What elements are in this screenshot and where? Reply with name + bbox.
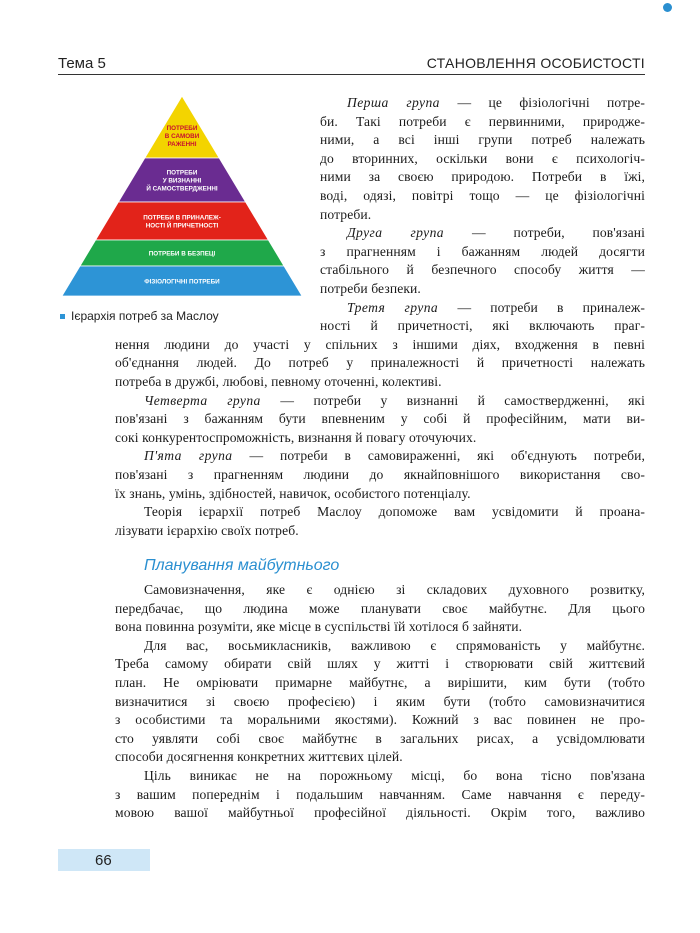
text-line-content: визначитися зі своєю професією) і яким бути (тобто самовизначитися (115, 693, 645, 709)
text-line-content: потреби. (320, 206, 372, 222)
text-line-content: Ціль виникає не на порожньому місці, бо вона тісно пов'язана (144, 768, 645, 783)
text-line-content: мовою вашої майбутньої професійної діяльності. Окрім того, важливо (115, 805, 645, 821)
text-line-content: сто уявляти собі своє майбутнє в загальних рисах, а усвідомлювати (115, 730, 645, 746)
text-line-content: — потреби, пов'язані (472, 225, 645, 241)
caption-marker-icon (60, 314, 65, 319)
text-line-content: ності й причетності, які включають праг- (320, 318, 645, 334)
pyramid-level-5-label: ФІЗІОЛОГІЧНІ ПОТРЕБИ (144, 278, 220, 286)
section-subheading: Планування майбутнього (144, 557, 340, 574)
text-line-content: — потреби у визнанні й самоствердженні, які (280, 392, 645, 408)
text-line-content: об'єднання людей. До потреб у приналежності й причетності належать (115, 355, 645, 371)
text-line-content: — це фізіологічні потре- (457, 95, 645, 110)
text-line (115, 522, 645, 541)
pyramid-level-2-label: ПОТРЕБИ (166, 169, 198, 177)
group-label: Четверта група (144, 392, 281, 408)
text-line-content: сокі конкурентоспроможність, визнання й повагу оточуючих. (115, 429, 477, 445)
text-line (320, 206, 645, 225)
logo-dot-icon (663, 3, 672, 12)
text-line-content: — потреби в самовираженні, які об'єднують потреби, (249, 448, 645, 464)
text-line (115, 600, 645, 619)
pyramid-level-1-label: В САМОВИ (164, 133, 200, 140)
text-line (115, 748, 645, 767)
text-line (320, 131, 645, 150)
text-line-content: вона повинна розуміти, яке місце в суспільстві їй хотілося б зайняти. (115, 619, 523, 635)
text-line-content: потреби безпеки. (320, 281, 421, 296)
text-line (347, 94, 645, 113)
text-line-content: воді, одязі, повітрі тощо — це фізіологічні (320, 188, 645, 203)
page-header (58, 52, 645, 75)
text-line (144, 581, 645, 600)
pyramid-level-1-label: ПОТРЕБИ (166, 125, 198, 132)
text-line-content: пов'язані з бажанням бути впевненим у собі й професійним, мати ви- (115, 411, 645, 427)
pyramid-level-3-label: ПОТРЕБИ В ПРИНАЛЕЖ- (143, 214, 221, 222)
text-line-content: передбачає, що людина може планувати своє майбутнє. Для цього (115, 600, 645, 616)
text-line-content: Треба самому обирати свій шлях у житті і створювати свій життєвий (115, 656, 645, 672)
group-label: Перша група (347, 95, 458, 110)
group-label: Третя група (347, 299, 458, 315)
text-line-content: — потреби в приналеж- (457, 299, 645, 315)
text-line (115, 730, 645, 749)
text-line (347, 299, 645, 318)
text-line (320, 243, 645, 262)
text-line-content: план. Не омріювати примарне майбутнє, а вирішити, ким бути (тобто (115, 675, 645, 690)
text-line (115, 354, 645, 373)
text-line (115, 693, 645, 712)
text-line (115, 336, 645, 355)
text-line-content: Самовизначення, яке є однією зі складових духовного розвитку, (144, 582, 645, 597)
text-line (115, 711, 645, 730)
text-line-content: лізувати ієрархію своїх потреб. (115, 522, 299, 538)
text-line (144, 637, 645, 656)
text-line-content: би. Такі потреби є первинними, природже- (320, 113, 645, 129)
text-line-content: з вашим попереднім і подальшим навчанням. Саме навчання є переду- (115, 786, 645, 802)
maslow-pyramid (62, 96, 302, 296)
pyramid-level-2-label: У ВИЗНАННІ (162, 177, 202, 185)
text-line (144, 767, 645, 786)
corner-logo (663, 3, 697, 13)
text-line-content: їх знань, умінь, здібностей, навичок, особистого потенціалу. (115, 485, 471, 501)
text-line (115, 786, 645, 805)
text-line-content: з прагненням і бажанням людей досягти (320, 243, 645, 259)
text-line (320, 317, 645, 336)
text-line (115, 373, 645, 392)
pyramid-level-2-label: Й САМОСТВЕРДЖЕННІ (146, 185, 218, 193)
text-line (115, 410, 645, 429)
text-line (347, 224, 645, 243)
text-line (320, 150, 645, 169)
pyramid-level-3-label: НОСТІ Й ПРИЧЕТНОСТІ (145, 222, 219, 230)
text-line-content: з особистими та моральними якостями). Кожний з вас повинен не про- (115, 712, 645, 728)
text-line (320, 261, 645, 280)
text-line-content: ними за своєю природою. Потреби в їжі, (320, 169, 645, 185)
text-line (115, 429, 645, 448)
text-line (115, 804, 645, 823)
text-line (115, 485, 645, 504)
text-line-content: пов'язані з прагненням людини до якнайповнішого використання сво- (115, 467, 645, 482)
text-line (144, 447, 645, 466)
text-line-content: способи досягнення конкретних життєвих цілей. (115, 749, 403, 765)
page-number: 66 (95, 852, 112, 869)
text-line-content: нення людини до участі у спільних з іншими діях, входження в певні (115, 336, 645, 352)
text-line-content: потреба в дружбі, любові, певному оточенні, колективі. (115, 374, 442, 389)
text-line-content: Для вас, восьмикласників, важливою є спрямованість у майбутнє. (144, 637, 645, 653)
pyramid-level-4-label: ПОТРЕБИ В БЕЗПЕЦІ (148, 250, 216, 258)
text-line (144, 503, 645, 522)
section-title: СТАНОВЛЕННЯ ОСОБИСТОСТІ (426, 55, 645, 71)
caption-text: Ієрархія потреб за Маслоу (71, 309, 219, 323)
text-line (320, 187, 645, 206)
pyramid-level-1-label: РАЖЕННІ (167, 141, 197, 148)
text-line (320, 280, 645, 299)
text-line (115, 618, 645, 637)
text-line (115, 655, 645, 674)
text-line-content: Теорія ієрархії потреб Маслоу допоможе вам усвідомити й проана- (144, 504, 645, 520)
text-line (320, 168, 645, 187)
text-line-content: ними, а всі інші групи потреб належать (320, 132, 645, 148)
text-line (320, 113, 645, 132)
text-line-content: стабільного й безпечного способу життя — (320, 262, 645, 278)
figure-caption (60, 309, 310, 323)
theme-label: Тема 5 (58, 55, 106, 72)
text-line (115, 466, 645, 485)
group-label: Друга група (347, 225, 473, 241)
group-label: П'ята група (144, 448, 250, 464)
text-line (115, 674, 645, 693)
text-line (144, 392, 645, 411)
text-line-content: до вторинних, оскільки вони є психологіч- (320, 150, 645, 166)
